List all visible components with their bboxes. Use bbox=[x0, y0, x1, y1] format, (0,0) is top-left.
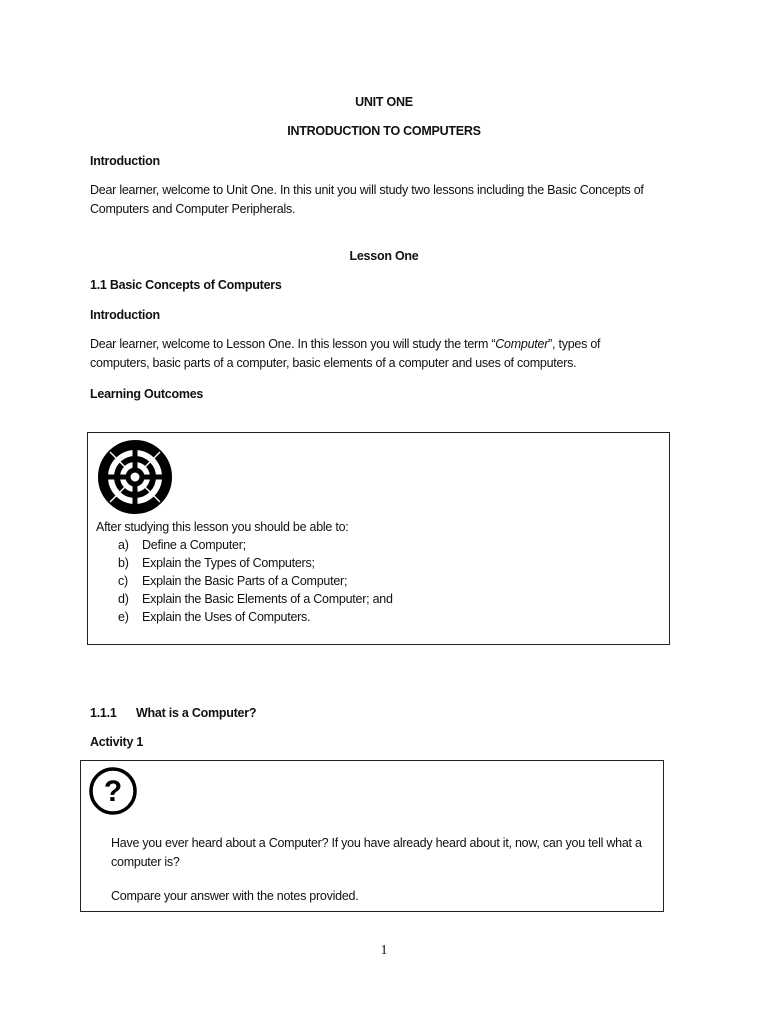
subsection-title: What is a Computer? bbox=[136, 706, 257, 720]
item-text: Explain the Uses of Computers. bbox=[142, 610, 311, 624]
outcomes-heading: Learning Outcomes bbox=[90, 387, 204, 401]
item-text: Define a Computer; bbox=[142, 538, 246, 552]
item-label: d) bbox=[118, 592, 129, 606]
lesson-intro-before: Dear learner, welcome to Lesson One. In this lesson you will study the term “ bbox=[90, 337, 496, 351]
list-item bbox=[118, 608, 393, 626]
outcomes-box bbox=[87, 432, 670, 645]
item-label: c) bbox=[118, 574, 128, 588]
lesson-intro-term: Computer bbox=[495, 337, 549, 351]
list-item bbox=[118, 590, 393, 608]
svg-text:?: ? bbox=[103, 775, 123, 808]
outcomes-lead: After studying this lesson you should be able to: bbox=[96, 520, 349, 534]
activity-heading: Activity 1 bbox=[90, 735, 144, 749]
lesson-title: Lesson One bbox=[349, 249, 419, 263]
unit-title: UNIT ONE bbox=[355, 95, 413, 109]
list-item bbox=[118, 572, 393, 590]
activity-question: Have you ever heard about a Computer? If you have already heard about it, now, can you tell what a computer is? bbox=[111, 836, 642, 869]
item-label: a) bbox=[118, 538, 129, 552]
item-text: Explain the Types of Computers; bbox=[142, 556, 315, 570]
target-icon bbox=[96, 439, 174, 515]
page-number: 1 bbox=[380, 943, 388, 958]
item-label: e) bbox=[118, 610, 129, 624]
activity-instruction: Compare your answer with the notes provided. bbox=[111, 889, 359, 903]
intro-paragraph: Dear learner, welcome to Unit One. In this unit you will study two lessons including the Basic Concepts of Computers and Computer Peripherals. bbox=[90, 183, 644, 216]
section-title: 1.1 Basic Concepts of Computers bbox=[90, 278, 282, 292]
unit-subtitle: INTRODUCTION TO COMPUTERS bbox=[287, 124, 481, 138]
lesson-intro-paragraph bbox=[90, 335, 635, 373]
item-label: b) bbox=[118, 556, 129, 570]
outcomes-list bbox=[118, 536, 393, 626]
item-text: Explain the Basic Parts of a Computer; bbox=[142, 574, 348, 588]
subsection-number: 1.1.1 bbox=[90, 706, 117, 720]
list-item bbox=[118, 536, 393, 554]
item-text: Explain the Basic Elements of a Computer; and bbox=[142, 592, 393, 606]
lesson-intro-after: ”, types of computers, basic parts of a computer, basic elements of a computer and uses of computers. bbox=[90, 337, 601, 370]
question-icon bbox=[88, 766, 138, 816]
intro-heading: Introduction bbox=[90, 154, 160, 168]
lesson-intro-heading: Introduction bbox=[90, 308, 160, 322]
activity-box bbox=[80, 760, 664, 912]
list-item bbox=[118, 554, 393, 572]
subsection-heading bbox=[90, 704, 256, 723]
